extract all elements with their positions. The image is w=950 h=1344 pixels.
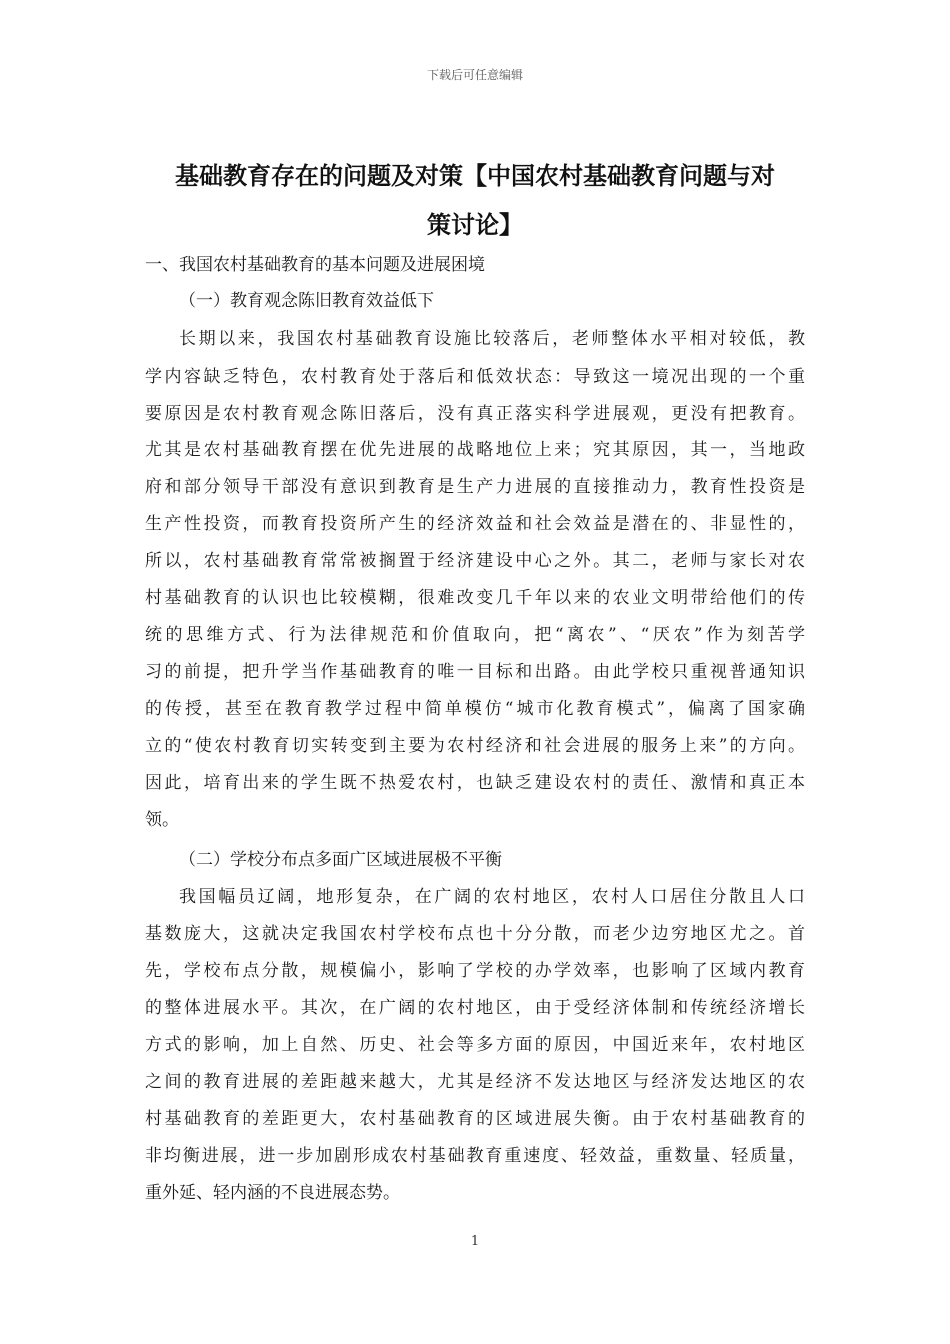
paragraph-line: 先，学校布点分散，规模偏小，影响了学校的办学效率，也影响了区域内教育 — [145, 961, 805, 981]
paragraph-line: 因此，培育出来的学生既不热爱农村，也缺乏建设农村的责任、激情和真正本 — [145, 773, 805, 793]
paragraph-line: 尤其是农村基础教育摆在优先进展的战略地位上来；究其原因，其一，当地政 — [145, 440, 805, 460]
paragraph-line: 村基础教育的认识也比较模糊，很难改变几千年以来的农业文明带给他们的传 — [145, 588, 805, 608]
paragraph-line: 学内容缺乏特色，农村教育处于落后和低效状态：导致这一境况出现的一个重 — [145, 367, 805, 387]
paragraph-line: 的整体进展水平。其次，在广阔的农村地区，由于受经济体制和传统经济增长 — [145, 998, 805, 1018]
paragraph-line: 统的思维方式、行为法律规范和价值取向，把“离农”、“厌农”作为刻苦学 — [145, 625, 805, 645]
paragraph-line: 习的前提，把升学当作基础教育的唯一目标和出路。由此学校只重视普通知识 — [145, 662, 805, 682]
paragraph-line: 我国幅员辽阔，地形复杂，在广阔的农村地区，农村人口居住分散且人口 — [179, 887, 805, 907]
subsection-heading-2: （二）学校分布点多面广区域进展极不平衡 — [179, 850, 502, 870]
subsection-heading-1: （一）教育观念陈旧教育效益低下 — [179, 291, 434, 311]
paragraph-line: 长期以来，我国农村基础教育设施比较落后，老师整体水平相对较低，教 — [179, 329, 805, 349]
header-note: 下载后可任意编辑 — [426, 68, 523, 82]
section-heading-1: 一、我国农村基础教育的基本问题及进展困境 — [145, 255, 485, 275]
paragraph-line: 非均衡进展，进一步加剧形成农村基础教育重速度、轻效益，重数量、轻质量， — [145, 1146, 805, 1166]
paragraph-line: 领。 — [145, 810, 179, 830]
paragraph-line: 基数庞大，这就决定我国农村学校布点也十分分散，而老少边穷地区尤之。首 — [145, 924, 805, 944]
paragraph-line: 生产性投资，而教育投资所产生的经济效益和社会效益是潜在的、非显性的， — [145, 514, 805, 534]
paragraph-line: 之间的教育进展的差距越来越大，尤其是经济不发达地区与经济发达地区的农 — [145, 1072, 805, 1092]
paragraph-line: 府和部分领导干部没有意识到教育是生产力进展的直接推动力，教育性投资是 — [145, 477, 805, 497]
paragraph-line: 要原因是农村教育观念陈旧落后，没有真正落实科学进展观，更没有把教育。 — [145, 404, 805, 424]
paragraph-line: 所以，农村基础教育常常被搁置于经济建设中心之外。其二，老师与家长对农 — [145, 551, 805, 571]
paragraph-line: 方式的影响，加上自然、历史、社会等多方面的原因，中国近来年，农村地区 — [145, 1035, 805, 1055]
paragraph-line: 村基础教育的差距更大，农村基础教育的区域进展失衡。由于农村基础教育的 — [145, 1109, 805, 1129]
paragraph-line: 立的“使农村教育切实转变到主要为农村经济和社会进展的服务上来”的方向。 — [145, 736, 805, 756]
document-title-line-2: 策讨论】 — [427, 211, 523, 239]
page-number: 1 — [470, 1234, 480, 1249]
paragraph-line: 重外延、轻内涵的不良进展态势。 — [145, 1183, 400, 1203]
paragraph-line: 的传授，甚至在教育教学过程中简单模仿“城市化教育模式”，偏离了国家确 — [145, 699, 805, 719]
document-title-line-1: 基础教育存在的问题及对策【中国农村基础教育问题与对 — [175, 162, 775, 190]
